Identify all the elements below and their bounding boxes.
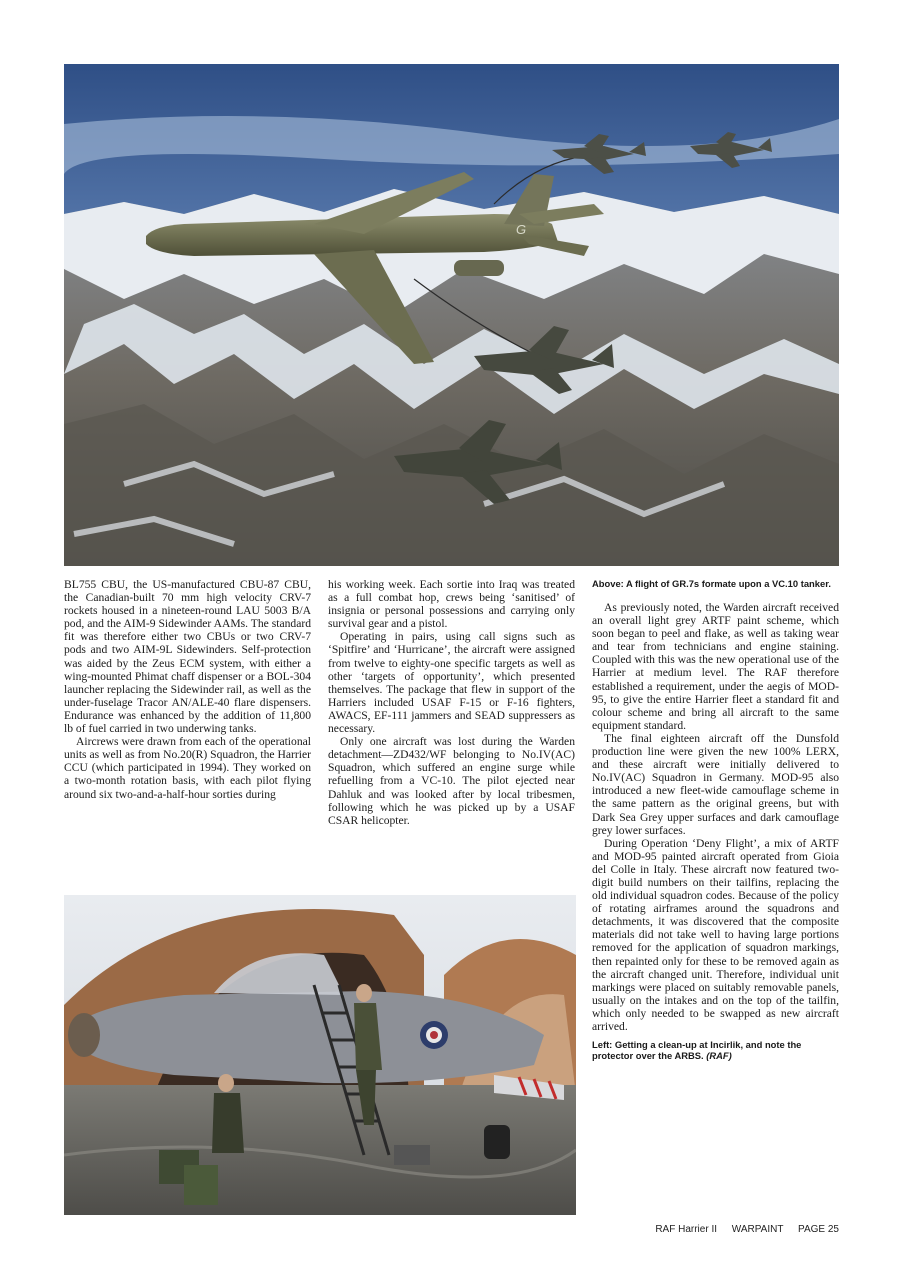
photo-vc10-formation xyxy=(64,64,839,566)
column3-paragraph: The final eighteen aircraft off the Dunsfold production line were given the new 100% LERX, and these aircraft were initially delivered to No.IV(AC) Squadron in Germany. MOD-95 also introduced a new fleet-wide camouflage scheme in the same pattern as the original greens, but with Dark Sea Grey upper surfaces and dark camouflage grey lower surfaces. xyxy=(592,731,839,837)
photo-credit: (RAF) xyxy=(706,1050,732,1062)
page-footer xyxy=(655,1224,839,1235)
vc10-formation-illustration xyxy=(64,64,839,566)
caption-bottom-text: Left: Getting a clean-up at Incirlik, and note the protector over the ARBS. xyxy=(592,1039,802,1062)
column2-paragraph: his working week. Each sortie into Iraq was treated as a full combat hop, crews being ‘sanitised’ of insignia or personal possessions and carrying only survival gear and a pistol. xyxy=(328,578,575,631)
column2-paragraph: Only one aircraft was lost during the Warden detachment—ZD432/WF belonging to No.IV(AC) Squadron, which suffered an engine surge while refuelling from a VC-10. The pilot ejected near Dahluk and was looked after by local tribesmen, following which he was picked up by a USAF CSAR helicopter. xyxy=(328,735,575,827)
column3-paragraph: As previously noted, the Warden aircraft received an overall light grey ARTF paint scheme, which soon began to peel and flake, as well as taking wear and tear from technicians and engine staining. Coupled with this was the new operational use of the Harrier at medium level. The RAF therefore established a requirement, under the aegis of MOD-95, to give the entire Harrier fleet a standard fit and colour scheme and bring all aircraft to the same equipment standard. xyxy=(592,601,839,732)
column1-paragraph: Aircrews were drawn from each of the operational units as well as from No.20(R) Squadron, the Harrier CCU (which participated in 1994). They worked on a two-month rotation basis, with each pilot flying around six two-and-a-half-hour sorties during xyxy=(64,735,311,801)
text-column-2 xyxy=(328,578,575,827)
caption-bottom-photo xyxy=(592,1039,839,1061)
text-column-1 xyxy=(64,578,311,801)
incirlik-cleanup-illustration xyxy=(64,895,576,1215)
column3-paragraph: During Operation ‘Deny Flight’, a mix of ARTF and MOD-95 painted aircraft operated from Gioia del Colle in Italy. These aircraft now featured two-digit build numbers on their tailfins, replacing the old individual squadron codes. Because of the policy of rotating airframes around the squadrons and detachments, it was discovered that the composite materials did not take well to having large portions removed for the application of squadron markings, then repainted only for these to be removed again as the aircraft changed unit. Therefore, individual unit markings were placed on suitably removable panels, usually on the intakes and on the top of the tailfin, which only needed to be swapped as new aircraft arrived. xyxy=(592,836,839,1033)
footer-title: RAF Harrier II xyxy=(655,1224,717,1235)
caption-top-photo: Above: A flight of GR.7s formate upon a VC.10 tanker. xyxy=(592,578,831,589)
column2-paragraph: Operating in pairs, using call signs such as ‘Spitfire’ and ‘Hurricane’, the aircraft were assigned from twelve to eighty-one specific targets as well as other ‘targets of opportunity’, which presented themselves. The package that flew in support of the Harriers included USAF F-15 or F-16 fighters, AWACS, EF-111 jammers and SEAD suppressers as necessary. xyxy=(328,630,575,736)
tail-code-text: G xyxy=(516,222,527,237)
footer-publication: WARPAINT xyxy=(731,1224,784,1235)
text-column-3 xyxy=(592,578,839,1061)
photo-incirlik-cleanup xyxy=(64,895,576,1215)
page-number: PAGE 25 xyxy=(798,1224,839,1235)
column1-paragraph: BL755 CBU, the US-manufactured CBU-87 CBU, the Canadian-built 70 mm high velocity CRV-7 rockets housed in a nineteen-round LAU 5003 B/A pod, and the AIM-9 Sidewinder AAMs. The standard fit was therefore either two CBUs or two CRV-7 pods and two AIM-9L Sidewinders. Self-protection was aided by the Zeus ECM system, with either a wing-mounted Phimat chaff dispenser or a BOL-304 launcher replacing the Sidewinder rail, as well as the under-fuselage Tracor AN/ALE-40 flare dispensers. Endurance was enhanced by the addition of 11,800 lb of fuel carried in two underwing tanks. xyxy=(64,578,311,736)
